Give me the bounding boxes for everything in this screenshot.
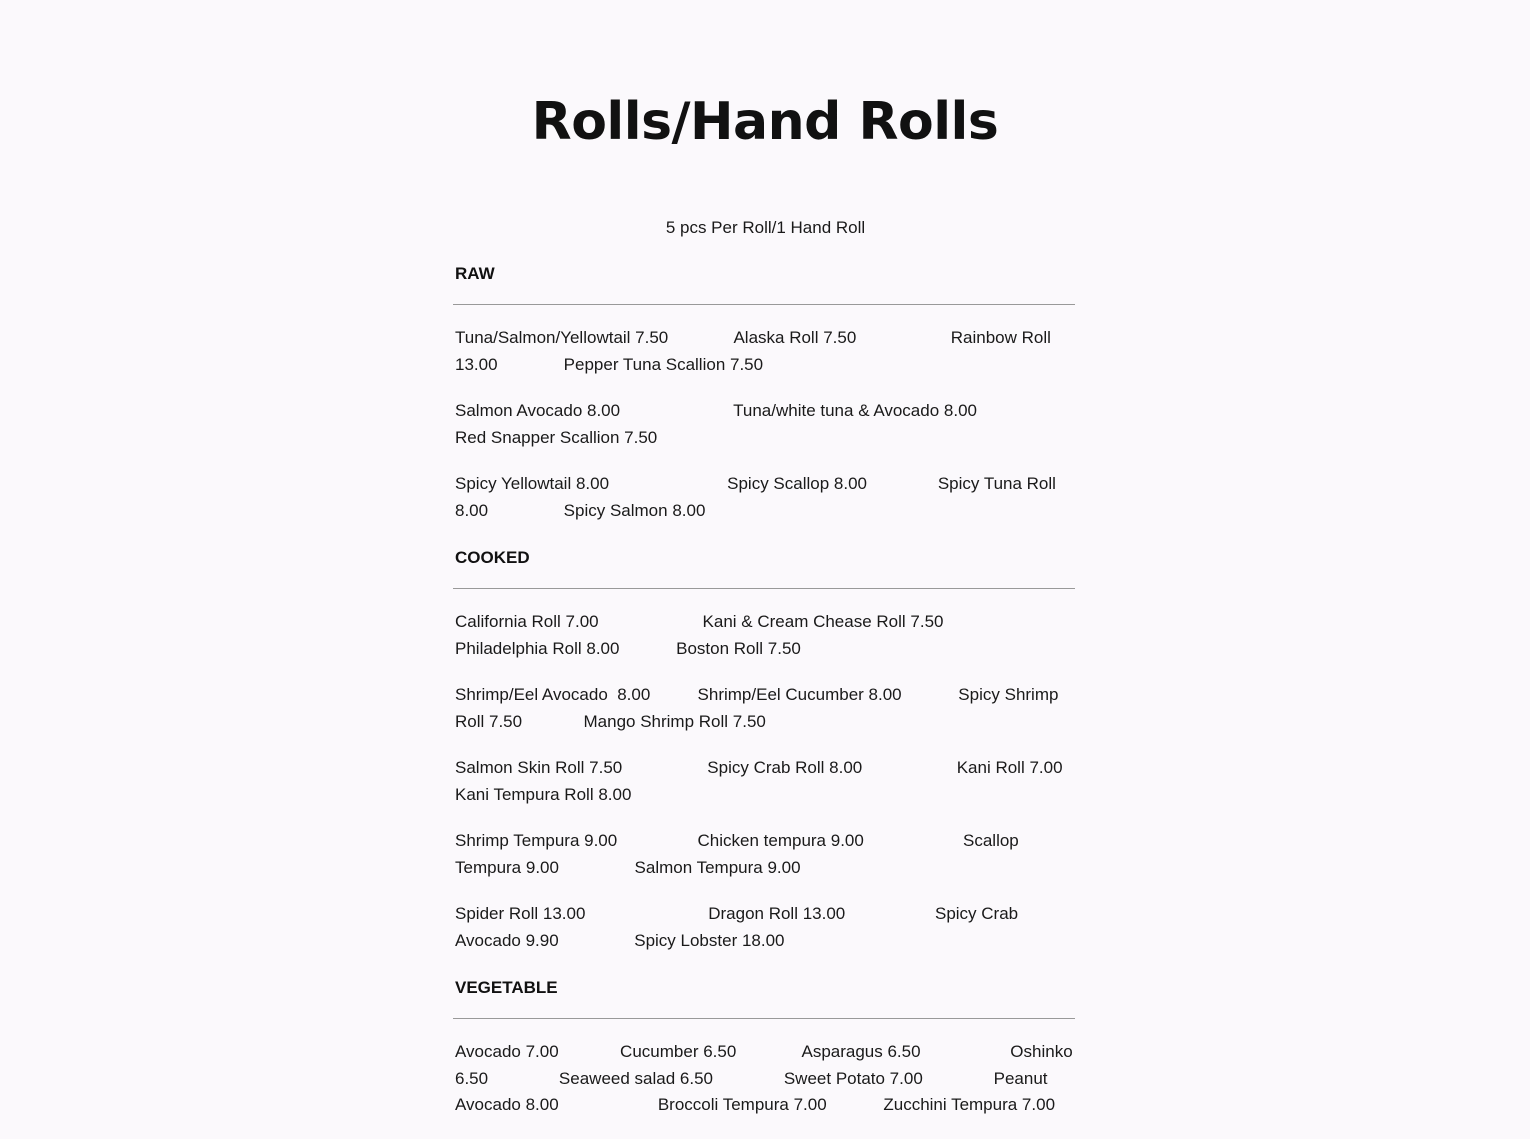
section-divider: [453, 1018, 1075, 1019]
section-cooked: [455, 544, 1205, 954]
section-raw: [455, 260, 1075, 524]
menu-paragraph: Spicy Yellowtail 8.00 Spicy Scallop 8.00 Spicy Tuna Roll 8.00 Spicy Salmon 8.00: [455, 474, 1061, 520]
section-divider: [453, 304, 1075, 305]
menu-paragraph: Avocado 7.00 Cucumber 6.50 Asparagus 6.50 Oshinko 6.50 Seaweed salad 6.50 Sweet Potato 7.00 Peanut Avocado 8.00 Broccoli Tempura 7.00 Zucchini Tempura 7.00: [455, 1042, 1078, 1114]
section-heading-raw: RAW: [455, 264, 495, 283]
section-vegetable: [455, 974, 1078, 1119]
menu-paragraph: Tuna/Salmon/Yellowtail 7.50 Alaska Roll 7.50 Rainbow Roll 13.00 Pepper Tuna Scallion 7.50: [455, 328, 1056, 374]
menu-paragraph: California Roll 7.00 Kani & Cream Chease Roll 7.50 Philadelphia Roll 8.00 Boston Roll 7.50: [455, 612, 1020, 658]
menu-paragraph: Shrimp/Eel Avocado 8.00 Shrimp/Eel Cucumber 8.00 Spicy Shrimp Roll 7.50 Mango Shrimp Roll 7.50: [455, 685, 1064, 731]
section-divider: [453, 588, 1075, 589]
menu-paragraph: Shrimp Tempura 9.00 Chicken tempura 9.00 Scallop Tempura 9.00 Salmon Tempura 9.00: [455, 831, 1024, 877]
portion-note: 5 pcs Per Roll/1 Hand Roll: [665, 218, 866, 237]
page-title: Rolls/Hand Rolls: [531, 92, 999, 152]
menu-content: [455, 214, 1205, 1139]
section-heading-cooked: COOKED: [455, 548, 530, 567]
menu-paragraph: Salmon Skin Roll 7.50 Spicy Crab Roll 8.00 Kani Roll 7.00 Kani Tempura Roll 8.00: [455, 758, 1205, 804]
section-heading-vegetable: VEGETABLE: [455, 978, 558, 997]
menu-paragraph: Spider Roll 13.00 Dragon Roll 13.00 Spicy Crab Avocado 9.90 Spicy Lobster 18.00: [455, 904, 1022, 950]
menu-paragraph: Salmon Avocado 8.00 Tuna/white tuna & Avocado 8.00 Red Snapper Scallion 7.50: [455, 401, 1063, 447]
